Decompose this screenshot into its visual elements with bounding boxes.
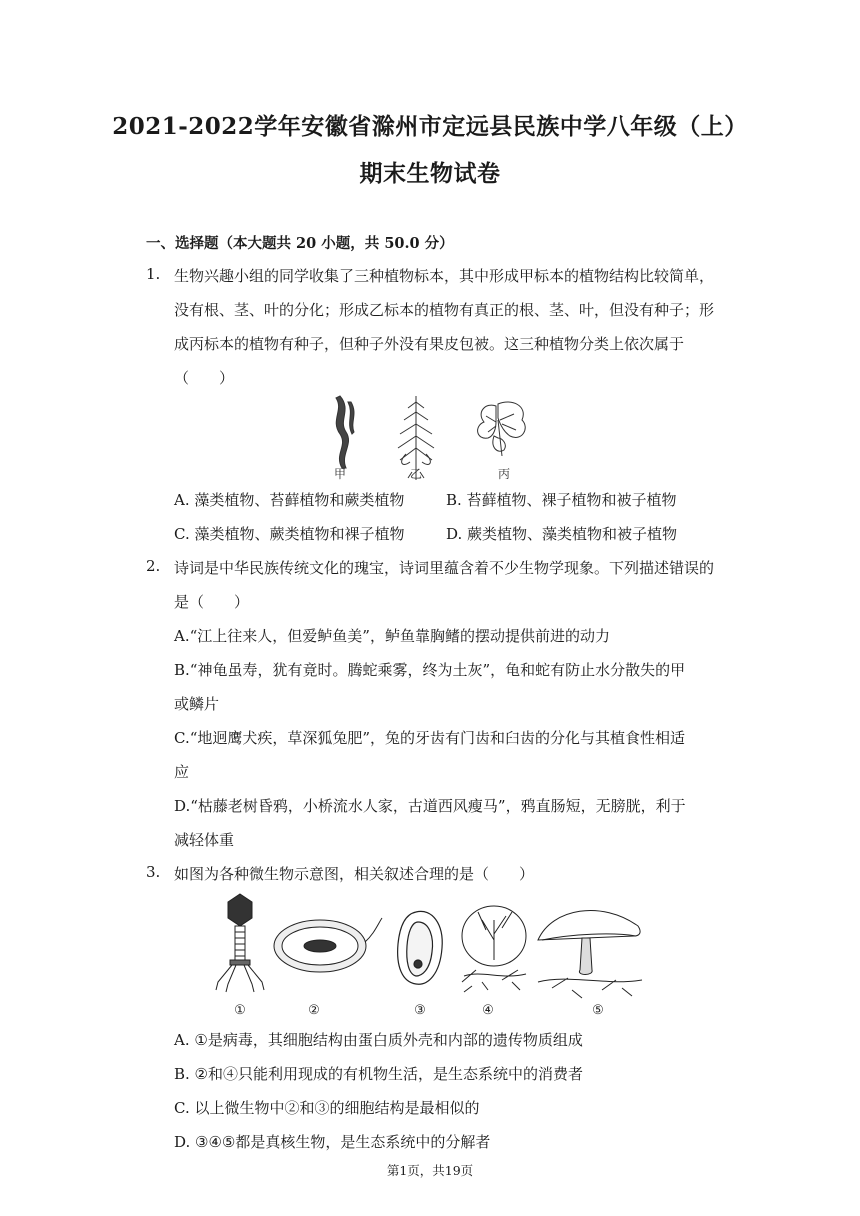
question-1-option-a[interactable]: A. 藻类植物、苔藓植物和蕨类植物 [174, 491, 405, 509]
mushroom-drawing [538, 910, 642, 998]
question-1-text-line: （ ） [174, 369, 235, 387]
question-1-text-line: 没有根、茎、叶的分化；形成乙标本的植物有真正的根、茎、叶，但没有种子；形 [174, 301, 715, 319]
yeast-cell-drawing [398, 911, 443, 984]
question-2-text-line: 诗词是中华民族传统文化的瑰宝，诗词里蕴含着不少生物学现象。下列描述错误的 [174, 559, 715, 577]
question-2-number: 2. [146, 557, 161, 575]
question-2-option-d[interactable]: D.“枯藤老树昏鸦，小桥流水人家，古道西风瘦马”，鸦直肠短，无膀胱，利于 [174, 797, 686, 815]
question-3-option-d[interactable]: D. ③④⑤都是真核生物，是生态系统中的分解者 [174, 1133, 491, 1151]
question-2-option-b-continued: 或鳞片 [174, 695, 220, 713]
microorganisms-figure [202, 890, 650, 1018]
phage-virus-drawing [216, 894, 264, 992]
section-heading: 一、选择题（本大题共 20 小题，共 50.0 分） [146, 235, 454, 252]
question-3-text-line: 如图为各种微生物示意图，相关叙述合理的是（ ） [174, 865, 535, 883]
question-2-option-c[interactable]: C.“地迥鹰犬疾，草深狐兔肥”，兔的牙齿有门齿和臼齿的分化与其植食性相适 [174, 729, 686, 747]
question-2-option-d-continued: 减轻体重 [174, 831, 235, 849]
figure-label-3: ③ [414, 1003, 426, 1018]
figure-label-4: ④ [482, 1003, 494, 1018]
question-3-option-a[interactable]: A. ①是病毒，其细胞结构由蛋白质外壳和内部的遗传物质组成 [174, 1031, 583, 1049]
question-2-text-line: 是（ ） [174, 593, 250, 611]
page-footer: 第1页，共19页 [386, 1163, 474, 1178]
mold-drawing [462, 906, 526, 992]
paper-title-line-2: 期末生物试卷 [359, 160, 501, 187]
figure-label-1: ① [234, 1003, 246, 1018]
algae-specimen-drawing [336, 396, 354, 468]
figure-label-bing: 丙 [497, 467, 511, 481]
figure-label-2: ② [308, 1003, 320, 1018]
bacterium-drawing [274, 918, 382, 972]
figure-label-5: ⑤ [592, 1003, 604, 1018]
question-1-text-line: 生物兴趣小组的同学收集了三种植物标本，其中形成甲标本的植物结构比较简单， [174, 267, 715, 285]
question-2-option-b[interactable]: B.“神龟虽寿，犹有竟时。腾蛇乘雾，终为土灰”，龟和蛇有防止水分散失的甲 [174, 661, 686, 679]
paper-title-line-1: 2021-2022学年安徽省滁州市定远县民族中学八年级（上） [112, 113, 748, 140]
question-1-option-c[interactable]: C. 藻类植物、蕨类植物和裸子植物 [174, 525, 405, 543]
question-3-number: 3. [146, 863, 161, 881]
question-2-option-a[interactable]: A.“江上往来人，但爱鲈鱼美”，鲈鱼靠胸鳍的摆动提供前进的动力 [174, 627, 610, 645]
question-1-option-b[interactable]: B. 苔藓植物、裸子植物和被子植物 [446, 491, 677, 509]
question-1-option-d[interactable]: D. 蕨类植物、藻类植物和被子植物 [446, 525, 678, 543]
plant-specimens-figure [318, 392, 543, 484]
question-3-option-b[interactable]: B. ②和④只能利用现成的有机物生活，是生态系统中的消费者 [174, 1065, 584, 1083]
question-1-text-line: 成丙标本的植物有种子，但种子外没有果皮包被。这三种植物分类上依次属于 [174, 335, 685, 353]
question-3-option-c[interactable]: C. 以上微生物中②和③的细胞结构是最相似的 [174, 1099, 480, 1117]
figure-label-jia: 甲 [333, 467, 347, 481]
question-1-number: 1. [146, 265, 161, 283]
figure-label-yi: 乙 [409, 467, 423, 481]
ginkgo-specimen-drawing [478, 402, 526, 456]
question-2-option-c-continued: 应 [174, 763, 190, 781]
